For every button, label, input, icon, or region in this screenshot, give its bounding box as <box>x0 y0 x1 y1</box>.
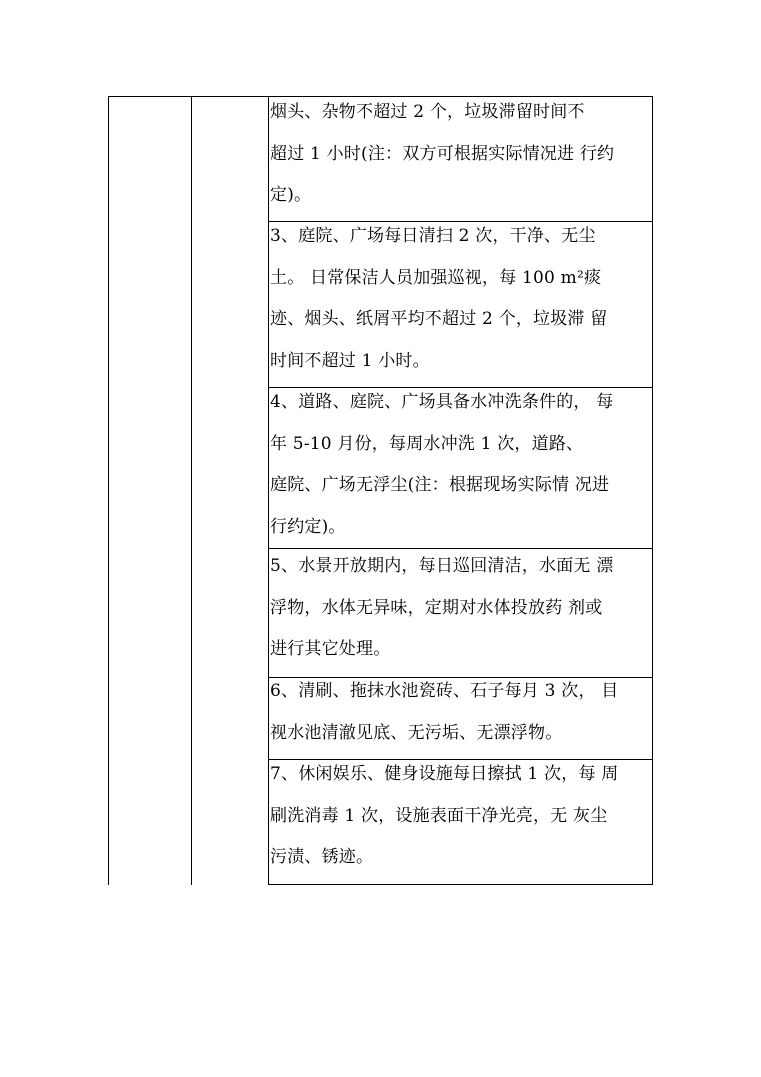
table-border-col2 <box>268 96 269 885</box>
table-cell-item-5 <box>270 546 644 671</box>
cell-text-line: 浮物，水体无异味，定期对水体投放药 剂或 <box>270 597 603 618</box>
cell-text-line: 行约定)。 <box>270 516 346 537</box>
cell-text-line: 4、道路、庭院、广场具备水冲洗条件的， 每 <box>270 392 614 412</box>
cell-text-line: 刷洗消毒 1 次，设施表面干净光亮，无 灰尘 <box>270 805 608 826</box>
table-cell-item-3 <box>270 216 644 382</box>
cell-text-line: 6、清刷、拖抹水池瓷砖、石子每月 3 次， 目 <box>270 681 619 701</box>
cell-text-line: 7、休闲娱乐、健身设施每日擦拭 1 次，每 周 <box>270 764 619 784</box>
cell-text-line: 3、庭院、广场每日清扫 2 次，干净、无尘 <box>270 226 596 246</box>
table-cell-item-6 <box>270 671 644 754</box>
table-border-left <box>108 96 109 885</box>
cell-text-line: 年 5-10 月份，每周水冲洗 1 次，道路、 <box>270 433 584 454</box>
table-cell-continuation <box>270 92 644 217</box>
table-cell-item-7 <box>270 754 644 879</box>
cell-text-line: 进行其它处理。 <box>270 639 391 659</box>
cell-text-line: 超过 1 小时(注：双方可根据实际情况进 行约 <box>270 143 615 164</box>
cell-text-line: 烟头、杂物不超过 2 个，垃圾滞留时间不 <box>270 102 585 122</box>
cell-text-line: 土。 日常保洁人员加强巡视，每 100 m²痰 <box>270 267 602 288</box>
cell-text-line: 时间不超过 1 小时。 <box>270 350 430 371</box>
table-border-right <box>652 96 653 885</box>
cell-text-line: 庭院、广场无浮尘(注：根据现场实际情 况进 <box>270 475 610 495</box>
cell-text-line: 迹、烟头、纸屑平均不超过 2 个，垃圾滞 留 <box>270 309 608 329</box>
cell-text-line: 视水池清澈见底、无污垢、无漂浮物。 <box>270 722 563 743</box>
cell-text-line: 5、水景开放期内，每日巡回清洁，水面无 漂 <box>270 556 614 576</box>
cell-text-line: 定)。 <box>270 185 312 205</box>
table-border-bottom <box>268 884 653 885</box>
table-border-col1 <box>191 96 192 885</box>
table-cell-item-4 <box>270 382 644 548</box>
cell-text-line: 污渍、锈迹。 <box>270 847 374 867</box>
